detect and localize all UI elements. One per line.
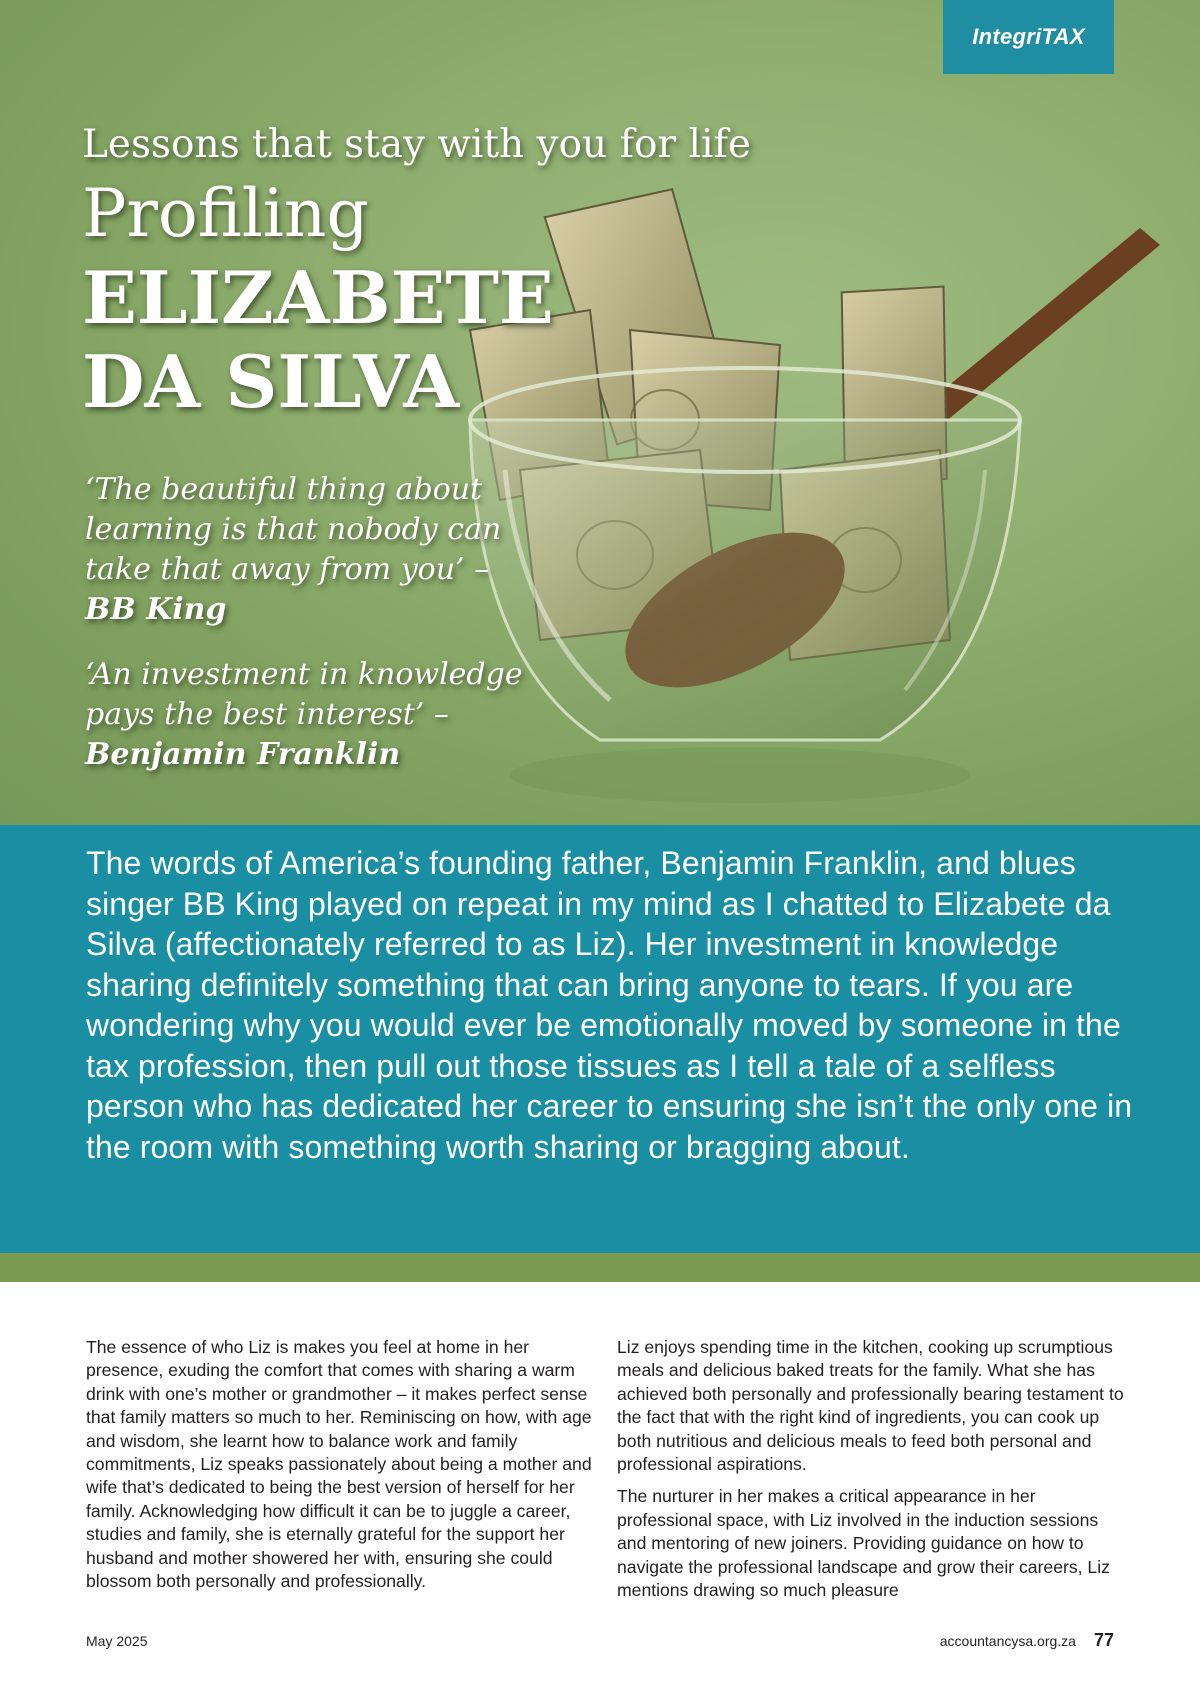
quote-text: ‘An investment in knowledge pays the best interest’ – (85, 657, 523, 732)
quote-author: BB King (85, 592, 227, 627)
page-number: 77 (1093, 1630, 1114, 1650)
footer-url: accountancysa.org.za (939, 1633, 1076, 1649)
intro-band (0, 825, 1200, 1253)
divider-strip (0, 1253, 1200, 1282)
page-title-line-1: Profiling (82, 175, 369, 252)
quote-bb-king (85, 470, 545, 630)
quote-benjamin-franklin (85, 655, 545, 775)
footer-date: May 2025 (86, 1633, 148, 1649)
body-paragraph: Liz enjoys spending time in the kitchen, cooking up scrumptious meals and delicious baked treats for the family. What she has achieved both personally and professionally bearing testament to the fact that with the right kind of ingredients, you can cook up both nutritious and delicious meals to feed both personal and professional aspirations. (617, 1337, 1124, 1475)
page-title-line-2: ELIZABETE (82, 255, 554, 340)
body-paragraph: The essence of who Liz is makes you feel at home in her presence, exuding the comfort that comes with sharing a warm drink with one’s mother or grandmother – it makes perfect sense that family matters so much to her. Reminiscing on how, with age and wisdom, she learnt how to balance work and family commitments, Liz speaks passionately about being a mother and wife that’s dedicated to being the best version of herself for her family. Acknowledging how difficult it can be to juggle a career, studies and family, she is eternally grateful for the support her husband and mother showered her with, ensuring she could blossom both personally and professionally. (86, 1337, 592, 1592)
page-title-line-3: DA SILVA (82, 339, 460, 424)
body-column-left (86, 1336, 596, 1593)
body-column-right (617, 1336, 1127, 1602)
quote-text: ‘The beautiful thing about learning is that nobody can take that away from you’ – (85, 472, 502, 587)
brand-tab: IntegriTAX (943, 0, 1114, 74)
hero-heading (82, 118, 782, 424)
footer (940, 1630, 1114, 1651)
body-paragraph: The nurturer in her makes a critical appearance in her professional space, with Liz involved in the induction sessions and mentoring of new joiners. Providing guidance on how to navigate the professional landscape and grow their careers, Liz mentions drawing so much pleasure (617, 1486, 1110, 1601)
hero-section (0, 0, 1200, 825)
quote-author: Benjamin Franklin (85, 737, 401, 772)
intro-paragraph: The words of America’s founding father, Benjamin Franklin, and blues singer BB King played on repeat in my mind as I chatted to Elizabete da Silva (affectionately referred to as Liz). Her investment in knowledge sharing definitely something that can bring anyone to tears. If you are wondering why you would ever be emotionally moved by someone in the tax profession, then pull out those tissues as I tell a tale of a selfless person who has dedicated her career to ensuring she isn’t the only one in the room with something worth sharing or bragging about. (86, 845, 1133, 1165)
kicker: Lessons that stay with you for life (82, 122, 751, 167)
